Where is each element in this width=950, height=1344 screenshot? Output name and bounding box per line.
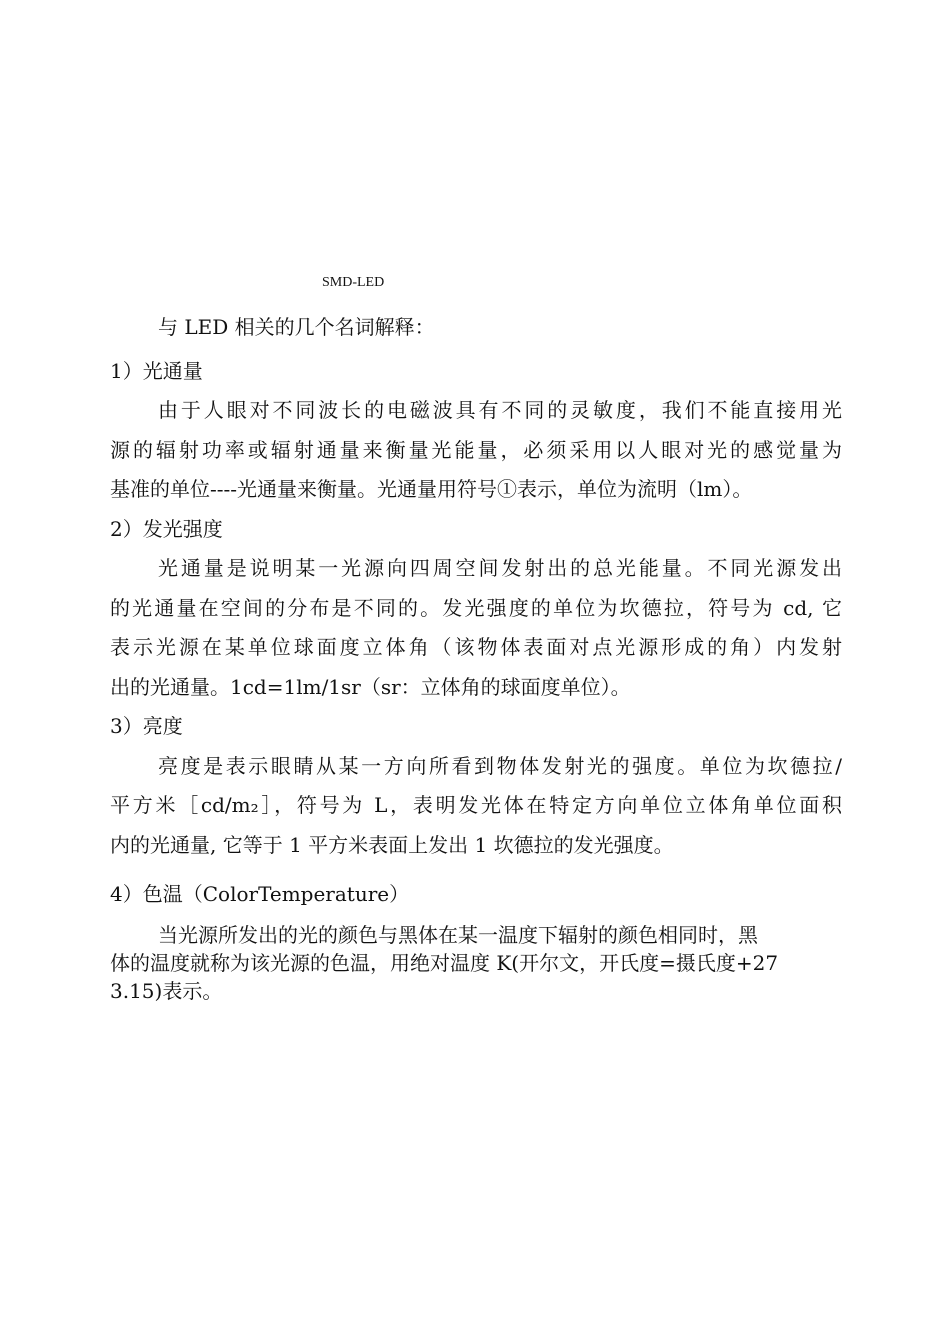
paragraph-line: 由于人眼对不同波长的电磁波具有不同的灵敏度，我们不能直接用光 <box>158 398 842 422</box>
paragraph-line: 表示光源在某单位球面度立体角（该物体表面对点光源形成的角）内发射 <box>110 635 842 659</box>
paragraph-line: 体的温度就称为该光源的色温，用绝对温度 K(开尔文，开氏度=摄氏度+27 <box>110 950 779 975</box>
paragraph-line: 内的光通量, 它等于 1 平方米表面上发出 1 坎德拉的发光强度。 <box>110 832 674 857</box>
section-heading-color-temperature: 4）色温（ColorTemperature） <box>110 882 410 906</box>
paragraph-line: 当光源所发出的光的颜色与黑体在某一温度下辐射的颜色相同时，黑 <box>158 922 758 947</box>
paragraph-line: 基准的单位----光通量来衡量。光通量用符号①表示，单位为流明（lm）。 <box>110 477 753 501</box>
paragraph-line: 3.15)表示。 <box>110 978 223 1003</box>
document-body <box>110 308 842 1005</box>
paragraph-line: 源的辐射功率或辐射通量来衡量光能量，必须采用以人眼对光的感觉量为 <box>110 437 842 462</box>
paragraph-line: 的光通量在空间的分布是不同的。发光强度的单位为坎德拉，符号为 cd, 它 <box>110 595 842 620</box>
paragraph-line: 光通量是说明某一光源向四周空间发射出的总光能量。不同光源发出 <box>158 556 842 580</box>
section-heading-luminous-flux: 1）光通量 <box>110 358 203 383</box>
paragraph-line: 出的光通量。1cd=1lm/1sr（sr：立体角的球面度单位）。 <box>110 674 631 699</box>
image-caption: SMD-LED <box>322 275 385 290</box>
section-heading-luminous-intensity: 2）发光强度 <box>110 516 223 541</box>
paragraph-line: 平方米［cd/m₂］，符号为 L，表明发光体在特定方向单位立体角单位面积 <box>110 793 842 817</box>
section-heading-luminance: 3）亮度 <box>110 714 183 738</box>
intro-paragraph: 与 LED 相关的几个名词解释： <box>158 315 435 339</box>
paragraph-line: 亮度是表示眼睛从某一方向所看到物体发射光的强度。单位为坎德拉/ <box>158 753 842 778</box>
color-temperature-paragraph <box>110 921 842 1005</box>
